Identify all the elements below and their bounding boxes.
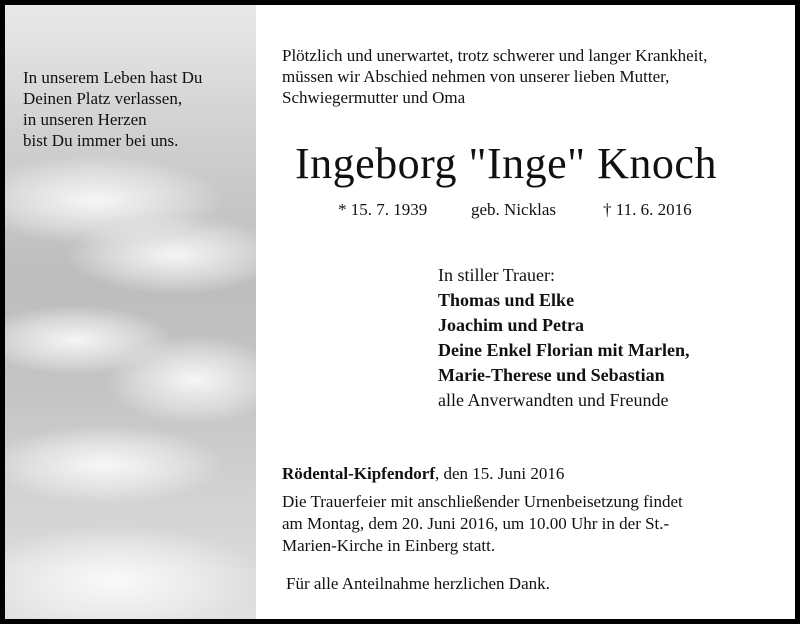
thanks-note: Für alle Anteilnahme herzlichen Dank. [286, 574, 550, 593]
death-date: † 11. 6. 2016 [603, 200, 692, 219]
cloud-shape [5, 525, 256, 619]
place-town: Rödental-Kipfendorf [282, 464, 435, 483]
mourner-name: Joachim und Petra [438, 315, 584, 335]
cloud-shape [65, 215, 256, 295]
mourners-block [438, 263, 788, 413]
verse [23, 67, 253, 151]
intro-line: Plötzlich und unerwartet, trotz schwerer und langer Krankheit, [282, 46, 708, 65]
obituary-notice [5, 5, 795, 619]
mourner-name: Marie-Therese und Sebastian [438, 365, 665, 385]
mourner-name: Deine Enkel Florian mit Marlen, [438, 340, 690, 360]
verse-line: in unseren Herzen [23, 110, 147, 129]
verse-line: In unserem Leben hast Du [23, 68, 203, 87]
maiden-name: geb. Nicklas [471, 200, 556, 219]
mourners-closing: alle Anverwandten und Freunde [438, 390, 669, 410]
mourner-name: Thomas und Elke [438, 290, 575, 310]
place-date-line [282, 463, 564, 485]
verse-line: Deinen Platz verlassen, [23, 89, 183, 108]
intro-text [282, 45, 787, 108]
funeral-line: am Montag, dem 20. Juni 2016, um 10.00 Uhr in der St.- [282, 514, 670, 533]
deceased-name: Ingeborg "Inge" Knoch [295, 139, 717, 188]
intro-line: müssen wir Abschied nehmen von unserer lieben Mutter, [282, 67, 670, 86]
funeral-line: Die Trauerfeier mit anschließender Urnenbeisetzung findet [282, 492, 683, 511]
mourners-heading: In stiller Trauer: [438, 265, 555, 285]
sky-cloud-image [5, 5, 256, 619]
cloud-shape [5, 425, 225, 505]
verse-line: bist Du immer bei uns. [23, 131, 179, 150]
intro-line: Schwiegermutter und Oma [282, 88, 466, 107]
birth-date: * 15. 7. 1939 [338, 200, 428, 219]
place-date: , den 15. Juni 2016 [435, 464, 565, 483]
funeral-line: Marien-Kirche in Einberg statt. [282, 536, 496, 555]
funeral-info [282, 491, 792, 557]
